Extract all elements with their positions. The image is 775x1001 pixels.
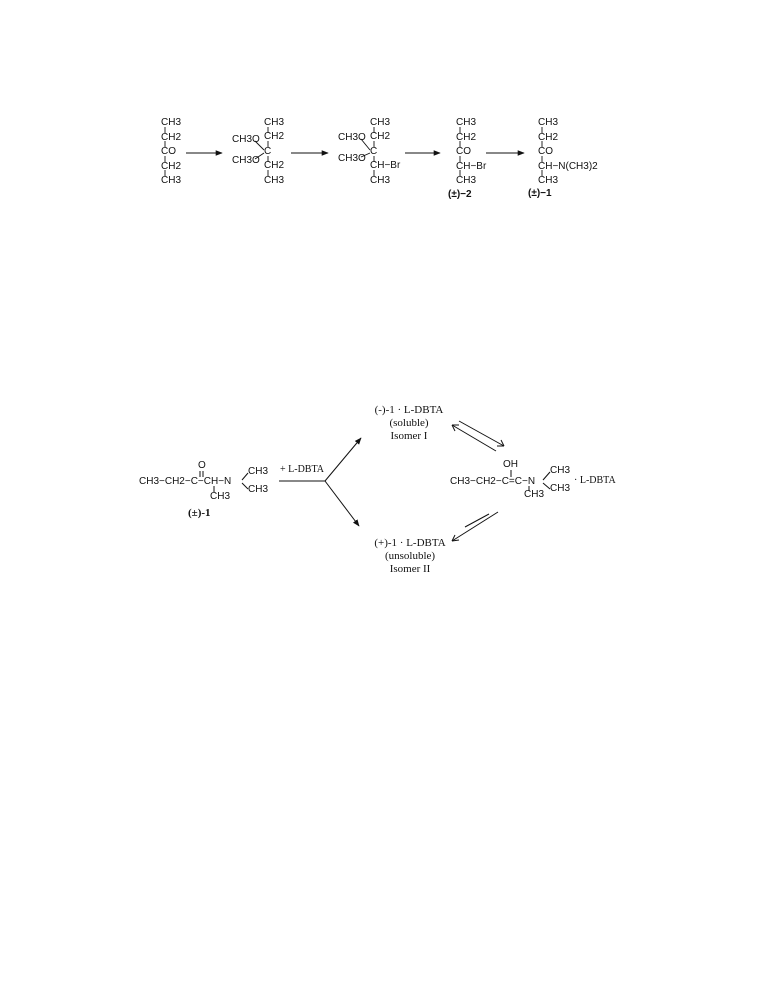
group: CH3 [370,175,391,186]
group: CO [456,146,471,157]
reactant-label: (±)-1 [188,507,211,519]
group: CH3 [456,117,477,128]
group: CH3 [161,175,182,186]
group: CH2 [161,131,182,143]
group: CO [161,146,176,157]
quaternary-carbon: C [370,146,378,157]
group: CH−Br [456,160,487,172]
isomer-1-name: Isomer I [390,430,428,442]
methoxy-label: CH3O [232,134,260,145]
methoxy-label: CH3O [338,153,366,164]
bond [242,473,248,480]
enol-hydroxyl: OH [503,459,518,470]
n-methyl: CH3 [248,466,269,477]
bromomethine: CH−Br [370,160,401,171]
methoxy-label: CH3O [232,155,260,166]
group: CH3 [456,175,477,186]
n-methyl: CH3 [550,483,571,494]
group: CH3 [264,175,285,186]
group: CH2 [456,131,477,143]
group: CH−N(CH3)2 [538,160,598,172]
c-methyl: CH3 [524,489,545,500]
group: CH3 [538,117,559,128]
branch-arrow-down [325,481,359,526]
n-methyl: CH3 [550,465,571,476]
reagent-label: + L-DBTA [280,464,324,475]
isomer-2-salt: (+)-1 · L-DBTA [374,537,446,549]
isomer-2-solubility: (unsoluble) [384,550,436,562]
reactant-formula: CH3−CH2−C−CH−N [139,476,232,487]
group: CH3 [161,117,182,128]
enol-salt-label: · L-DBTA [574,475,616,486]
branch-arrow-up [325,438,361,481]
methoxy-label: CH3O [338,132,366,143]
bond-set [165,127,542,176]
bond [242,483,248,489]
equilibrium-arrow [452,512,498,541]
group: CH2 [161,160,182,172]
enol-formula: CH3−CH2−C=C−N [450,476,536,487]
isomer-2-name: Isomer II [389,563,431,575]
compound-label-2: (±)−2 [448,189,472,200]
n-methyl: CH3 [248,484,269,495]
quaternary-carbon: C [264,146,272,157]
group: CH2 [370,131,391,142]
group: CH2 [264,131,285,142]
isomer-1-salt: (-)-1 · L-DBTA [374,404,444,416]
group: CH3 [370,117,391,128]
group: CO [538,146,553,157]
group: CH3 [538,175,559,186]
group: CH2 [538,131,559,143]
c-methyl: CH3 [210,491,231,502]
bond [543,483,550,489]
bond [543,472,550,480]
compound-label-1: (±)−1 [528,188,552,199]
group: CH3 [264,117,285,128]
isomer-1-solubility: (soluble) [389,417,429,429]
carbonyl-oxygen: O [198,460,206,471]
group: CH2 [264,160,285,171]
